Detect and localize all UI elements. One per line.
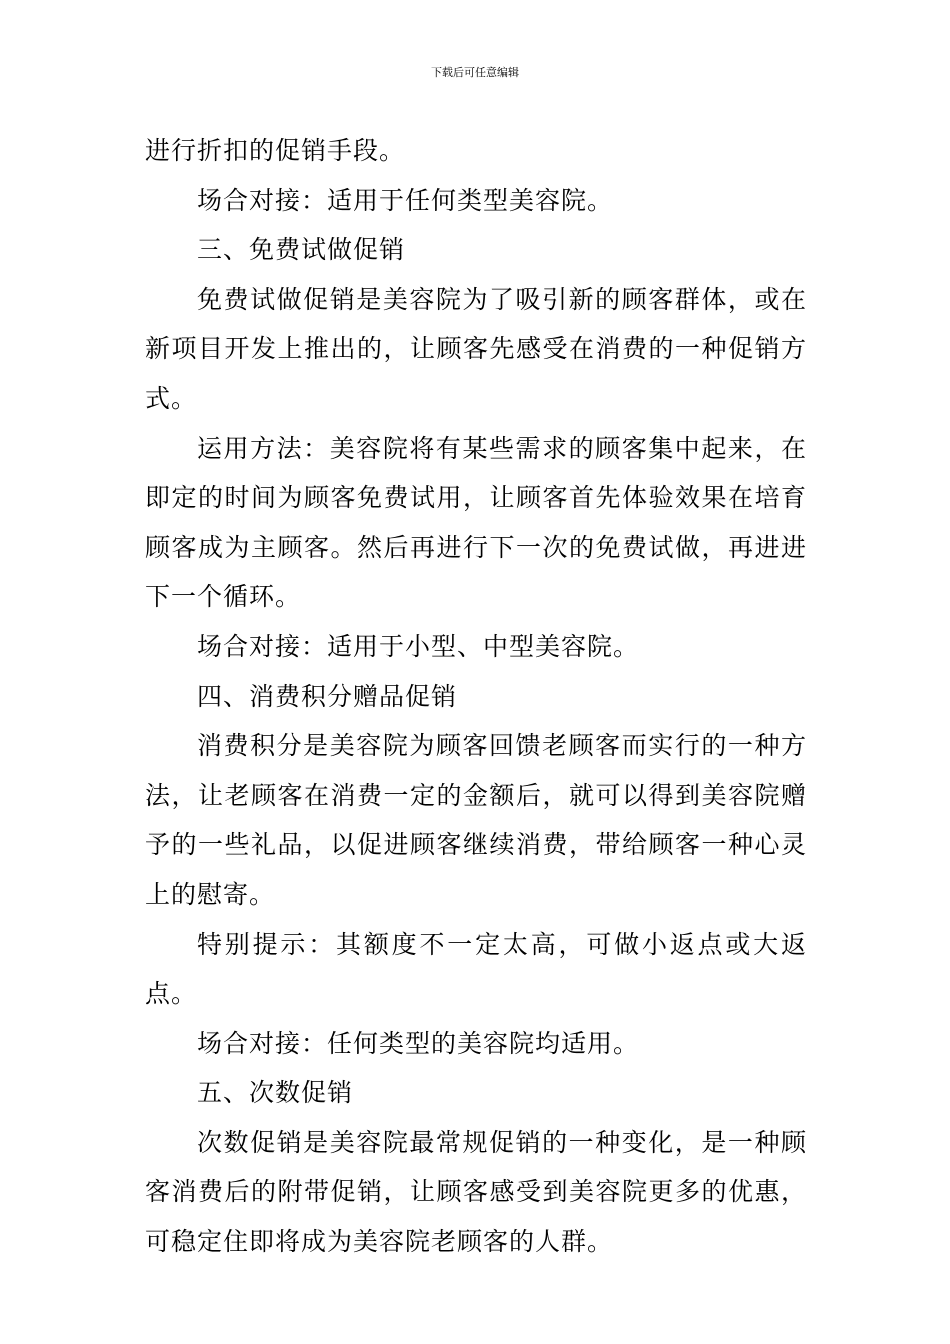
page-header: 下载后可任意编辑 [431, 66, 519, 79]
section-heading-4: 四、消费积分赠品促销 [197, 681, 458, 711]
section-heading-5: 五、次数促销 [197, 1078, 354, 1108]
paragraph-4: 免费试做促销是美容院为了吸引新的顾客群体，或在新项目开发上推出的，让顾客先感受在消费的一种促销方式。 [145, 284, 807, 413]
paragraph-10: 场合对接：任何类型的美容院均适用。 [197, 1028, 640, 1058]
paragraph-1: 进行折扣的促销手段。 [145, 136, 406, 165]
section-heading-3: 三、免费试做促销 [197, 235, 406, 265]
paragraph-6: 场合对接：适用于小型、中型美容院。 [197, 631, 640, 661]
paragraph-9: 特别提示：其额度不一定太高，可做小返点或大返点。 [145, 929, 807, 1009]
paragraph-8: 消费积分是美容院为顾客回馈老顾客而实行的一种方法，让老顾客在消费一定的金额后，就可以得到美容院赠予的一些礼品，以促进顾客继续消费，带给顾客一种心灵上的慰寄。 [145, 731, 807, 909]
paragraph-2: 场合对接：适用于任何类型美容院。 [197, 185, 614, 215]
document-body [145, 126, 807, 1267]
paragraph-5: 运用方法：美容院将有某些需求的顾客集中起来，在即定的时间为顾客免费试用，让顾客首先体验效果在培育顾客成为主顾客。然后再进行下一次的免费试做，再进进下一个循环。 [145, 433, 807, 612]
paragraph-12: 次数促销是美容院最常规促销的一种变化，是一种顾客消费后的附带促销，让顾客感受到美容院更多的优惠，可稳定住即将成为美容院老顾客的人群。 [145, 1127, 807, 1257]
